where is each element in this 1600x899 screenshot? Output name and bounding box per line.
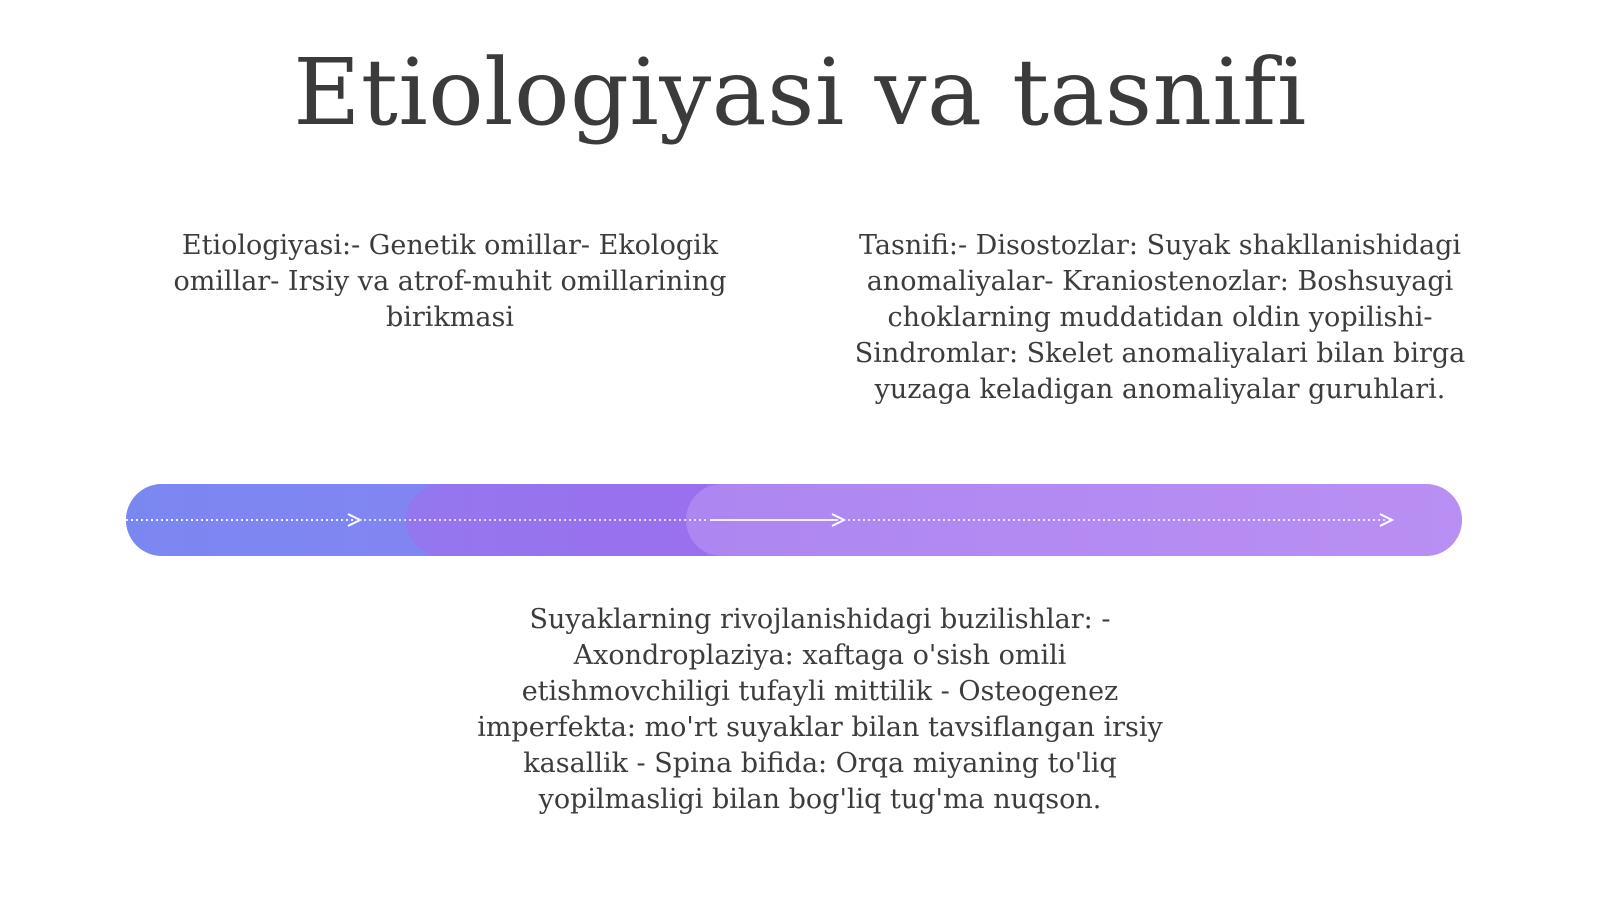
timeline-arrows <box>126 484 1462 556</box>
disorders-text: Suyaklarning rivojlanishidagi buzilishlar: - Axondroplaziya: xaftaga o'sish omili etishmovchiligi tufayli mittilik - Osteogenez imperfekta: mo'rt suyaklar bilan tavsiflangan irsiy kasallik - Spina bifida: Orqa miyaning to'liq yopilmasligi bilan bog'liq tug'ma nuqson. <box>477 604 1163 815</box>
timeline-bar <box>126 484 1462 556</box>
slide-title: Etiologiyasi va tasnifi <box>293 39 1307 146</box>
etiology-text: Etiologiyasi:- Genetik omillar- Ekologik omillar- Irsiy va atrof-muhit omillarining birikmasi <box>173 230 727 333</box>
classification-text: Tasnifi:- Disostozlar: Suyak shakllanishidagi anomaliyalar- Kraniostenozlar: Boshsuyagi choklarning muddatidan oldin yopilishi- Sindromlar: Skelet anomaliyalari bilan birga yuzaga keladigan anomaliyalar guruhlari. <box>854 230 1466 405</box>
